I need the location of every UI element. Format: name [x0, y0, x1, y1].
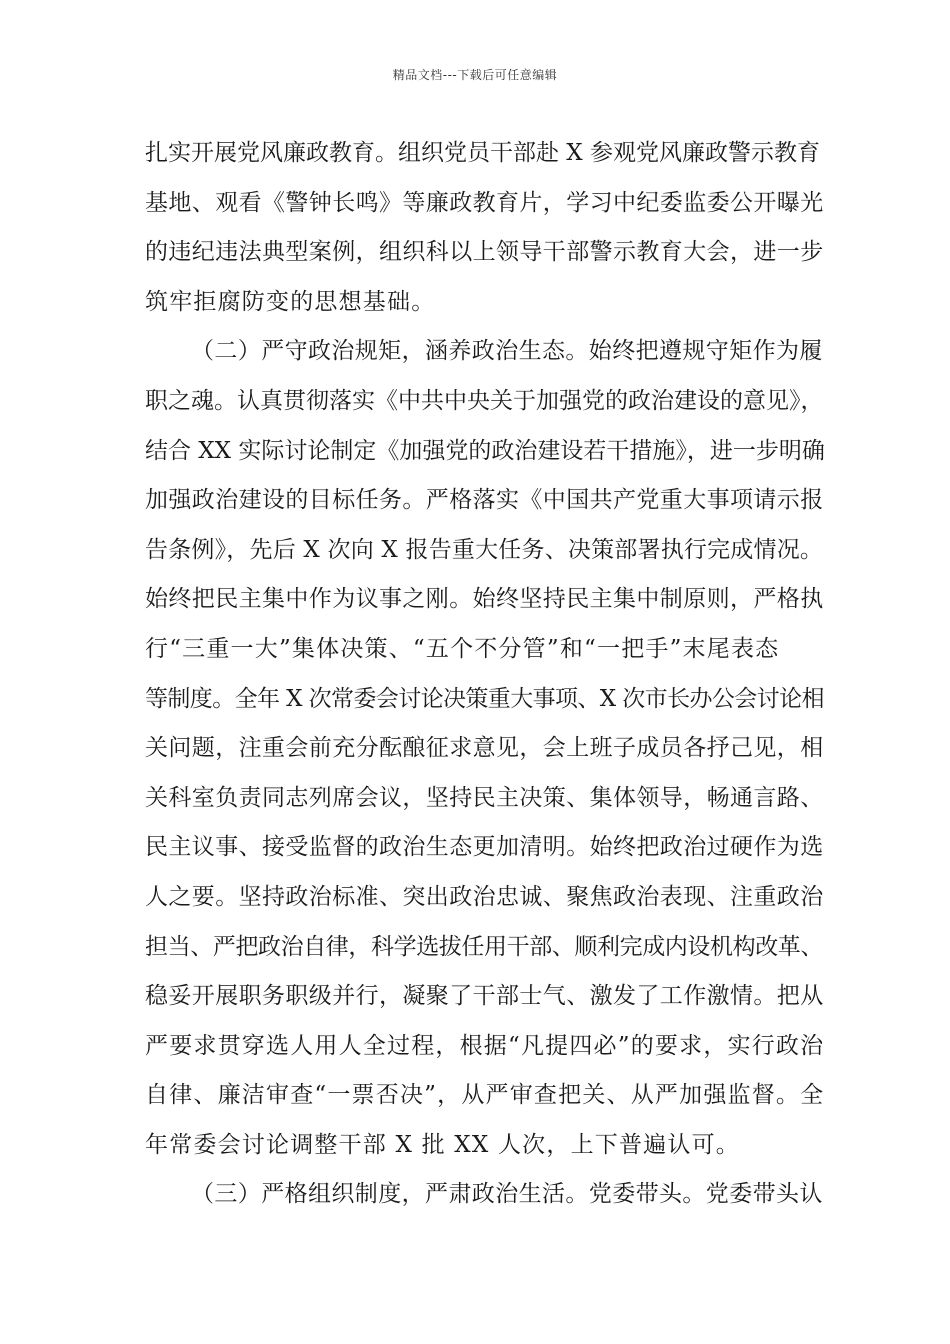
text-line: 行“三重一大”集体决策、“五个不分管”和“一把手”末尾表态 — [145, 635, 780, 662]
page-header: 精品文档---下载后可任意编辑 — [392, 68, 558, 82]
text-line: 关科室负责同志列席会议，坚持民主决策、集体领导，畅通言路、 — [145, 784, 824, 811]
text-line: 基地、观看《警钟长鸣》等廉政教育片，学习中纪委监委公开曝光 — [145, 189, 824, 216]
text-line: 始终把民主集中作为议事之刚。始终坚持民主集中制原则，严格执 — [145, 586, 824, 613]
text-line: 年常委会讨论调整干部 X 批 XX 人次，上下普遍认可。 — [145, 1131, 740, 1158]
text-line: 民主议事、接受监督的政治生态更加清明。始终把政治过硬作为选 — [145, 834, 824, 861]
text-line: 筑牢拒腐防变的思想基础。 — [145, 288, 436, 315]
text-line: 告条例》，先后 X 次向 X 报告重大任务、决策部署执行完成情况。 — [145, 536, 824, 563]
text-line: 自律、廉洁审查“一票否决”，从严审查把关、从严加强监督。全 — [145, 1082, 825, 1109]
text-line: 关问题，注重会前充分酝酿征求意见，会上班子成员各抒己见，相 — [145, 735, 824, 762]
text-line: 等制度。全年 X 次常委会讨论决策重大事项、X 次市长办公会讨论相 — [145, 685, 824, 712]
text-line: 的违纪违法典型案例，组织科以上领导干部警示教育大会，进一步 — [145, 239, 824, 266]
body-text — [145, 129, 825, 1220]
text-line: 结合 XX 实际讨论制定《加强党的政治建设若干措施》，进一步明确 — [145, 437, 825, 464]
text-line: 加强政治建设的目标任务。严格落实《中国共产党重大事项请示报 — [145, 487, 824, 514]
text-line: 职之魂。认真贯彻落实《中共中央关于加强党的政治建设的意见》， — [145, 387, 824, 414]
text-line: 稳妥开展职务职级并行，凝聚了干部士气、激发了工作激情。把从 — [145, 983, 824, 1010]
text-line: 人之要。坚持政治标准、突出政治忠诚、聚焦政治表现、注重政治 — [145, 883, 824, 910]
text-line: （二）严守政治规矩，涵养政治生态。始终把遵规守矩作为履 — [191, 338, 823, 365]
text-line: （三）严格组织制度，严肃政治生活。党委带头。党委带头认 — [191, 1181, 823, 1208]
text-line: 担当、严把政治自律，科学选拔任用干部、顺利完成内设机构改革、 — [145, 933, 824, 960]
text-line: 扎实开展党风廉政教育。组织党员干部赴 X 参观党风廉政警示教育 — [145, 140, 820, 166]
text-line: 严要求贯穿选人用人全过程，根据“凡提四必”的要求，实行政治 — [145, 1032, 825, 1059]
